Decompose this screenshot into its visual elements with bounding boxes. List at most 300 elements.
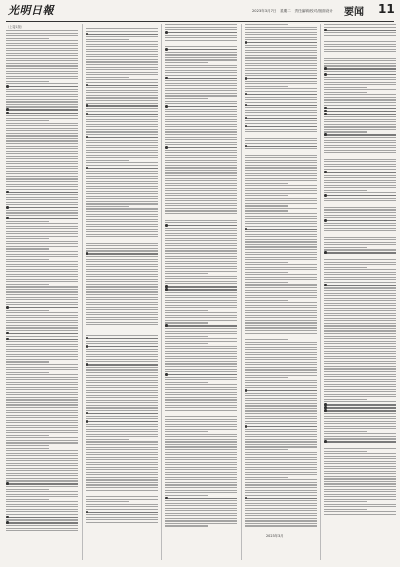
paragraph-bullet-line [245,229,317,230]
text-line [6,455,78,456]
text-line [86,454,158,455]
text-line [6,374,78,375]
paragraph-bullet-line [324,172,396,173]
text-line [86,307,158,308]
text-line [324,483,396,484]
text-line [245,467,317,468]
text-line [165,297,237,298]
text-column [245,24,317,560]
text-line [324,330,396,331]
text-line [86,367,158,368]
text-line [86,236,158,237]
text-line [165,57,237,58]
text-line [245,431,317,432]
page-number: 11 [378,2,395,16]
paragraph-end-line [324,509,367,510]
text-line [165,268,237,269]
text-line [245,472,317,473]
text-line [245,382,317,383]
text-line [324,99,396,100]
text-line [165,40,237,41]
text-line [6,369,78,370]
dateline: 2023年3月7日 星期二 责任编辑/校对/版面设计 [252,9,333,13]
paragraph-end-line [6,120,49,121]
text-line [245,490,317,491]
text-line [245,216,317,217]
text-line [86,261,158,262]
text-line [324,24,396,25]
text-line [86,354,158,355]
text-line [165,90,237,91]
text-line [6,176,78,177]
text-line [165,402,237,403]
text-line [324,177,396,178]
text-column [324,24,396,560]
text-line [324,371,396,372]
text-line [324,237,396,238]
paragraph-bullet-line [86,114,158,115]
text-line [165,307,237,308]
text-line [86,322,158,323]
text-line [6,364,78,365]
text-line [165,126,237,127]
text-line [245,148,317,149]
text-line [165,358,237,359]
text-line [6,138,78,139]
text-line [165,320,237,321]
text-line [6,404,78,405]
text-line [6,199,78,200]
text-line [245,327,317,328]
text-line [86,279,158,280]
paragraph-end-line [6,248,49,249]
text-line [324,44,396,45]
text-line [245,120,317,121]
text-line [6,397,78,398]
text-line [165,198,237,199]
text-line [165,183,237,184]
text-line [6,330,78,331]
text-line [245,325,317,326]
text-line [6,184,78,185]
text-line [245,244,317,245]
paragraph-bullet-line [245,94,317,95]
text-line [6,320,78,321]
text-line [245,81,317,82]
text-line [324,394,396,395]
text-line [324,223,396,224]
paragraph-end-line [165,98,208,99]
text-line [324,182,396,183]
paragraph-end-line [165,495,208,496]
text-line [165,283,237,284]
paragraph-end-line [86,77,129,78]
paragraph-bullet-line [6,333,78,334]
paragraph-end-line [6,435,49,436]
text-line [324,209,396,210]
text-line [86,400,158,401]
text-line [245,416,317,417]
text-line [165,503,237,504]
paragraph-end-line [324,501,367,502]
text-line [86,281,158,282]
text-line [324,187,396,188]
paragraph-bullet-line [165,32,237,33]
paragraph-bullet-line [324,108,396,109]
text-line [165,434,237,435]
text-line [165,205,237,206]
text-line [324,473,396,474]
text-line [165,292,237,293]
text-line [86,369,158,370]
text-line [86,474,158,475]
text-column [165,24,237,560]
text-line [324,147,396,148]
text-line [86,229,158,230]
text-line [6,387,78,388]
paragraph-end-line [324,87,367,88]
text-line [245,307,317,308]
text-line [324,413,396,414]
text-line [245,330,317,331]
text-line [245,170,317,171]
paragraph-end-line [6,81,49,82]
text-line [324,198,396,199]
text-line [6,91,78,92]
text-line [245,510,317,511]
text-line [324,471,396,472]
paragraph-bullet-line [6,192,78,193]
paragraph-end-line [245,477,288,478]
text-line [324,341,396,342]
paragraph-end-line [324,131,367,132]
text-line [86,196,158,197]
text-line [86,145,158,146]
paragraph-bullet-line [324,252,396,253]
text-line [86,462,158,463]
text-line [165,392,237,393]
text-line [165,416,237,417]
text-line [86,124,158,125]
text-line [165,245,237,246]
text-line [324,27,396,28]
text-line [86,294,158,295]
text-line [165,95,237,96]
text-line [324,142,396,143]
text-line [165,195,237,196]
text-line [6,210,78,211]
text-line [165,444,237,445]
text-line [86,490,158,491]
text-line [324,63,396,64]
text-line [6,53,78,54]
text-line [165,37,237,38]
text-line [165,384,237,385]
text-line [86,424,158,425]
text-line [324,230,396,231]
text-line [324,89,396,90]
text-line [324,391,396,392]
paragraph-bullet-line [324,441,396,442]
text-line [6,402,78,403]
text-line [6,440,78,441]
paragraph-bullet-line [324,74,396,75]
text-line [165,397,237,398]
paragraph-end-line [86,501,129,502]
text-line [6,251,78,252]
text-line [245,57,317,58]
text-line [165,263,237,264]
text-line [86,397,158,398]
text-line [6,33,78,34]
text-line [245,252,317,253]
text-line [6,379,78,380]
paragraph-bullet-line [324,30,396,31]
text-line [324,249,396,250]
text-line [245,342,317,343]
paragraph-bullet-line [245,42,317,43]
text-line [165,484,237,485]
text-line [165,170,237,171]
text-line [6,279,78,280]
text-line [165,341,237,342]
text-line [6,254,78,255]
text-line [245,157,317,158]
text-line [86,142,158,143]
text-line [6,228,78,229]
paragraph-end-line [245,282,288,283]
text-line [86,203,158,204]
text-line [86,457,158,458]
text-line [86,467,158,468]
paragraph-end-line [86,439,129,440]
text-line [324,313,396,314]
text-line [324,511,396,512]
text-line [86,82,158,83]
text-line [86,243,158,244]
text-line [165,144,237,145]
text-line [324,242,396,243]
text-line [86,183,158,184]
text-line [245,208,317,209]
paragraph-end-line [165,322,208,323]
text-line [6,178,78,179]
text-line [6,450,78,451]
text-line [245,68,317,69]
text-line [245,367,317,368]
text-line [245,267,317,268]
text-line [6,243,78,244]
text-line [324,239,396,240]
paragraph-bullet-line [86,364,158,365]
text-line [86,116,158,117]
text-line [86,256,158,257]
text-line [165,88,237,89]
text-line [245,359,317,360]
text-line [6,475,78,476]
paragraph-bullet-line [86,512,158,513]
text-line [86,266,158,267]
text-line [245,441,317,442]
text-line [245,385,317,386]
text-line [165,510,237,511]
text-line [6,194,78,195]
text-line [324,305,396,306]
text-line [86,405,158,406]
text-line [324,499,396,500]
text-line [6,463,78,464]
text-line [6,494,78,495]
text-line [245,369,317,370]
text-line [165,312,237,313]
text-line [165,472,237,473]
text-line [324,491,396,492]
paragraph-end-line [6,489,49,490]
text-line [165,452,237,453]
text-line [86,72,158,73]
text-line [245,167,317,168]
text-line [6,346,78,347]
text-line [245,380,317,381]
text-line [165,59,237,60]
text-line [86,452,158,453]
text-line [86,178,158,179]
text-line [86,64,158,65]
text-line [324,421,396,422]
text-line [6,50,78,51]
text-line [165,162,237,163]
text-line [165,129,237,130]
text-line [165,369,237,370]
text-line [6,480,78,481]
text-line [6,410,78,411]
text-line [165,250,237,251]
text-line [245,413,317,414]
text-line [86,198,158,199]
text-line [86,31,158,32]
text-line [86,100,158,101]
text-line [245,75,317,76]
text-line [324,215,396,216]
text-line [6,312,78,313]
text-line [245,218,317,219]
text-line [86,140,158,141]
text-line [245,97,317,98]
text-line [6,336,78,337]
text-line [245,393,317,394]
text-line [165,505,237,506]
text-line [245,495,317,496]
text-line [324,269,396,270]
text-line [324,325,396,326]
text-line [165,150,237,151]
text-line [165,366,237,367]
text-line [165,410,237,411]
text-line [245,129,317,130]
text-line [86,51,158,52]
text-line [6,236,78,237]
text-line [6,168,78,169]
text-line [324,262,396,263]
text-line [324,379,396,380]
text-line [86,59,158,60]
text-line [165,160,237,161]
text-line [324,396,396,397]
paragraph-end-line [324,431,367,432]
paragraph-bullet-line [245,146,317,147]
text-line [165,210,237,211]
text-line [86,429,158,430]
text-line [6,384,78,385]
text-line [245,364,317,365]
text-line [6,341,78,342]
text-line [324,225,396,226]
text-line [86,271,158,272]
text-line [324,264,396,265]
paragraph-bullet-line [324,404,396,405]
text-line [6,202,78,203]
text-line [245,34,317,35]
text-line [324,401,396,402]
paragraph-end-line [165,273,208,274]
text-line [6,430,78,431]
paragraph-end-line [6,259,49,260]
text-line [324,358,396,359]
text-line [6,223,78,224]
text-line [245,457,317,458]
text-line [165,75,237,76]
text-line [324,58,396,59]
text-line [6,422,78,423]
text-line [6,432,78,433]
paragraph-bullet-line [324,285,396,286]
text-line [324,428,396,429]
text-line [245,269,317,270]
text-line [324,514,396,515]
text-line [324,476,396,477]
text-line [324,300,396,301]
text-line [245,259,317,260]
text-line [86,152,158,153]
text-line [165,116,237,117]
paragraph-bullet-line [86,168,158,169]
text-line [165,351,237,352]
paragraph-bullet-line [6,339,78,340]
text-line [6,299,78,300]
text-line [245,246,317,247]
text-line [165,305,237,306]
text-line [165,80,237,81]
text-line [165,462,237,463]
text-line [86,314,158,315]
paragraph-end-line [324,92,367,93]
text-line [86,349,158,350]
paragraph-bullet-line [6,207,78,208]
paragraph-bullet-line [245,498,317,499]
paragraph-end-line [165,431,208,432]
text-line [245,65,317,66]
text-line [86,165,158,166]
text-line [86,90,158,91]
text-line [245,241,317,242]
text-line [324,60,396,61]
text-line [86,359,158,360]
paragraph-end-line [165,310,208,311]
masthead [6,2,394,22]
paragraph-end-line [165,62,208,63]
text-line [245,292,317,293]
text-line [165,175,237,176]
